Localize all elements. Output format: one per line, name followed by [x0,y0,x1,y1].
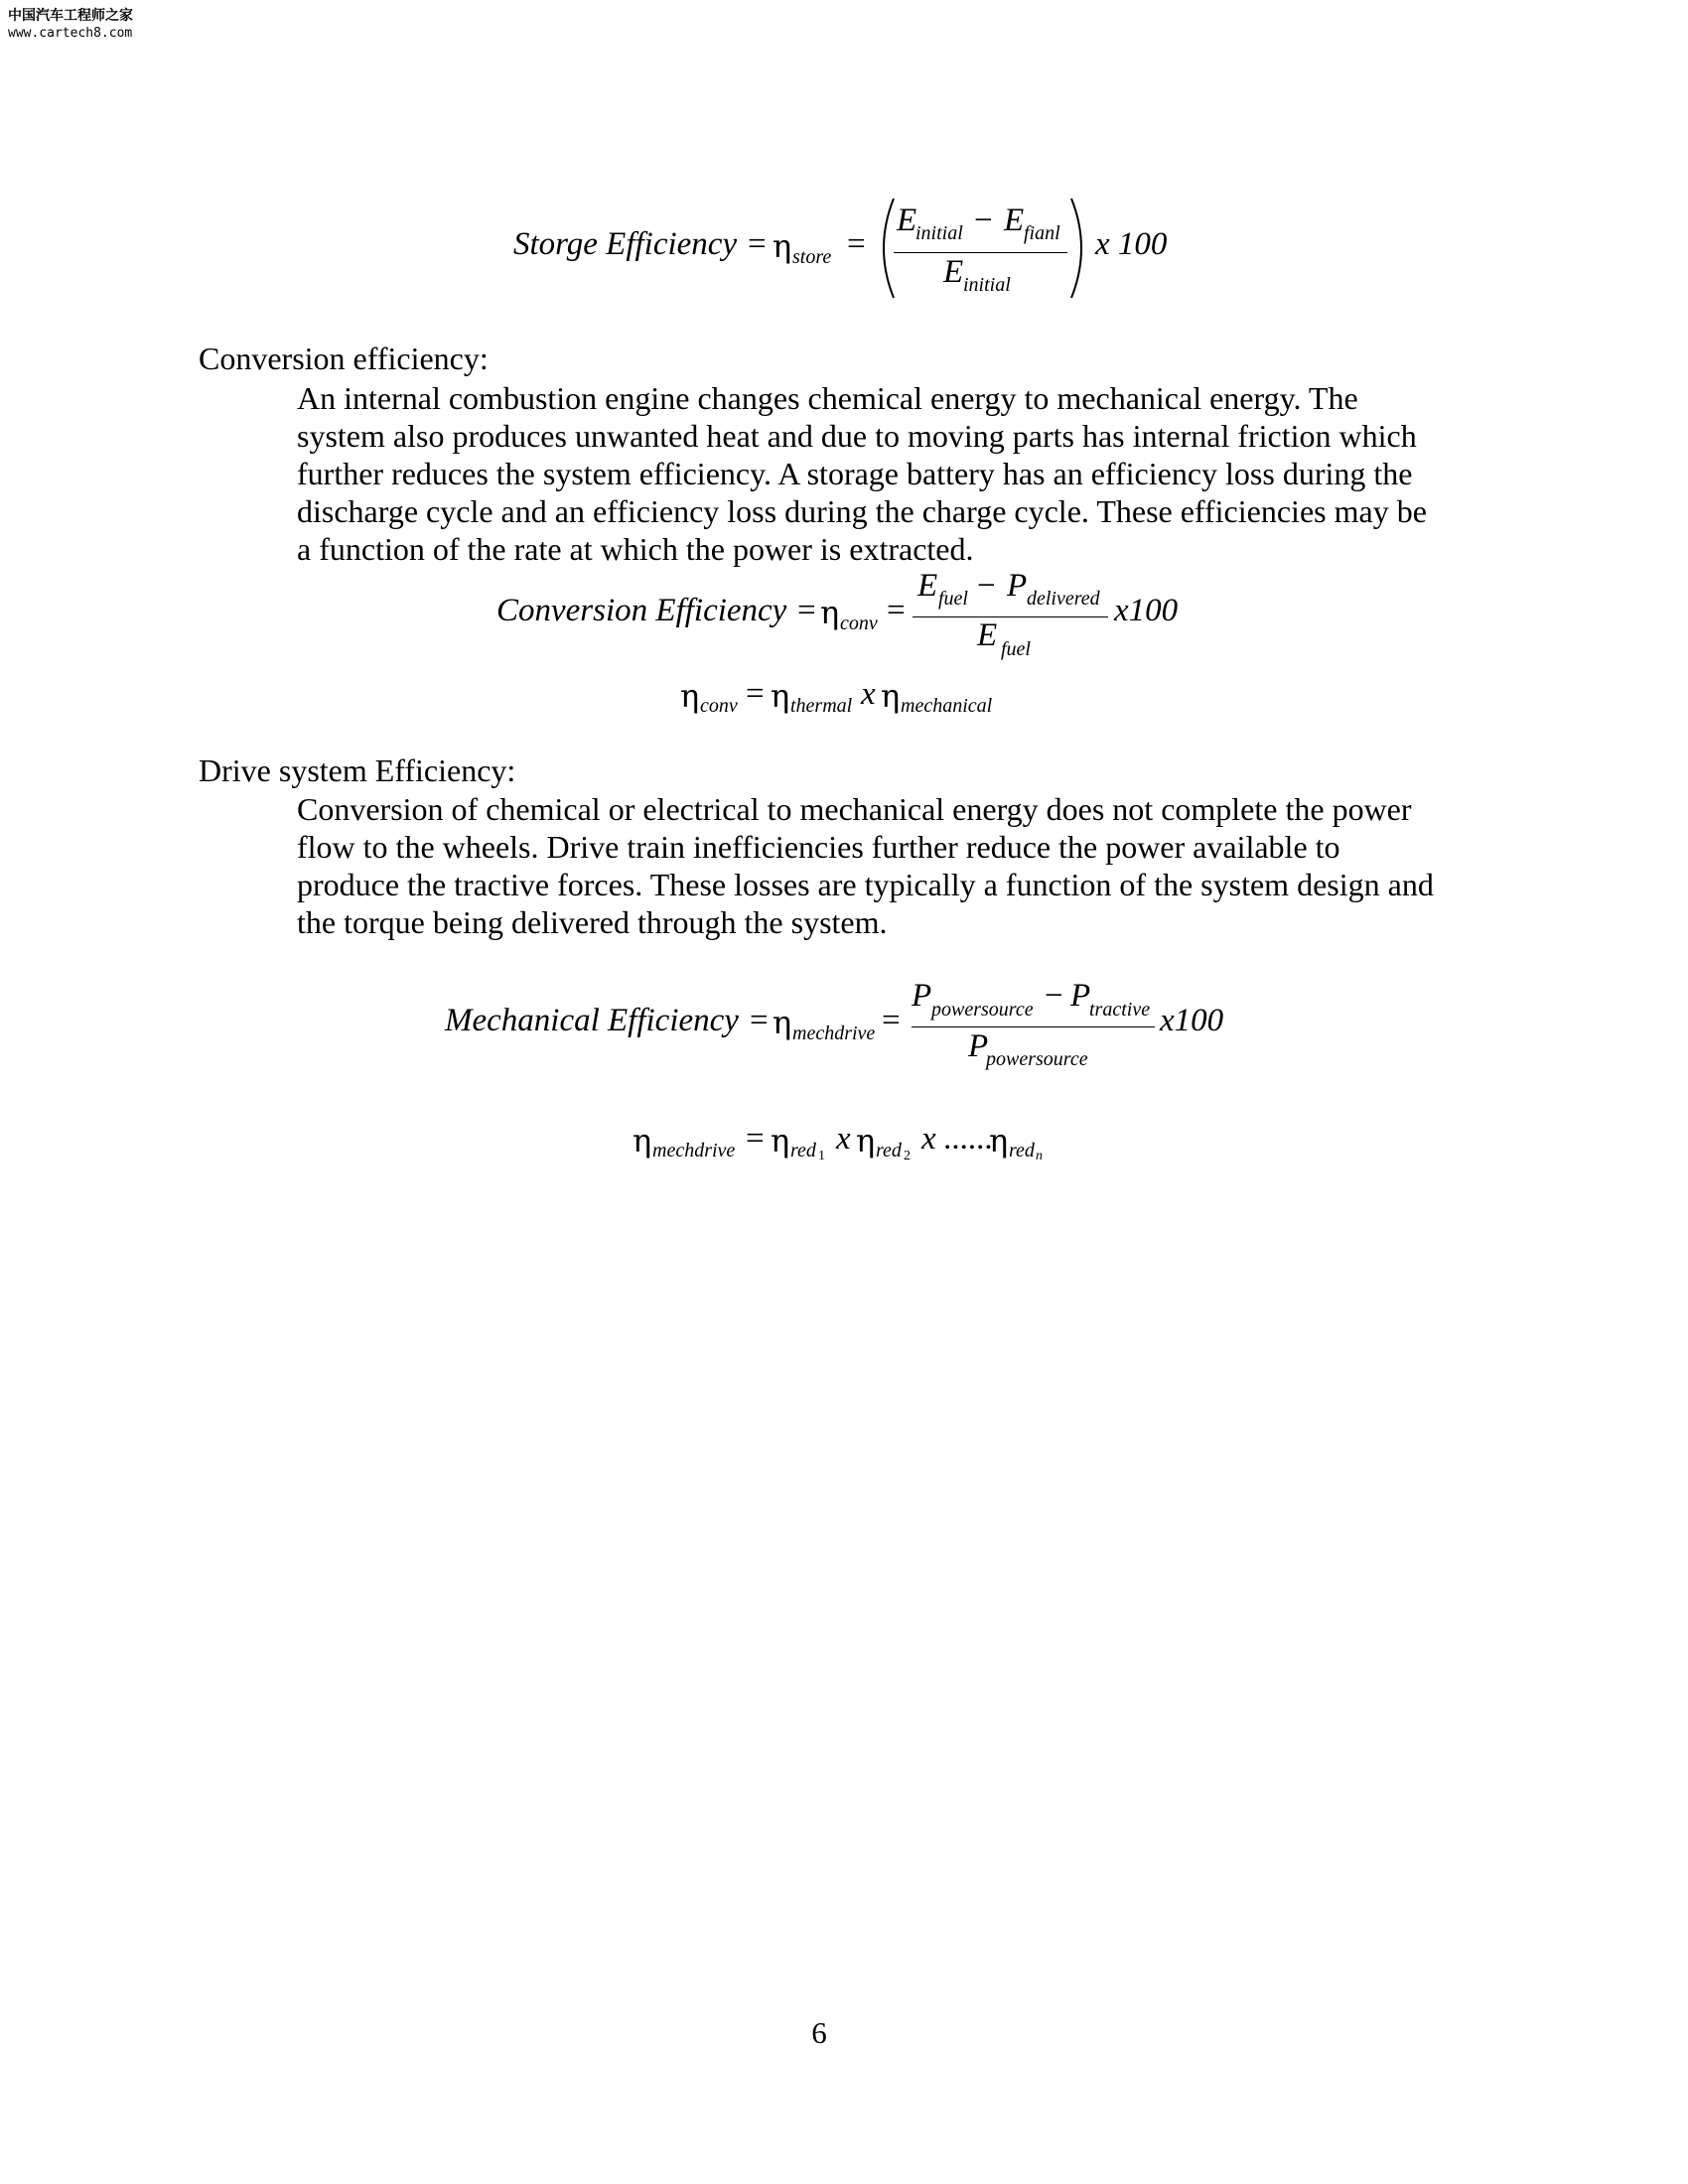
mechanical-num-b: P [1070,978,1091,1014]
conv-product-sub-2: thermal [790,695,853,717]
watermark [8,8,133,42]
storage-den-sub: initial [963,274,1011,296]
mechanical-eq-eta: η [773,1004,792,1041]
drive-heading: Drive system Efficiency: [199,752,516,788]
conversion-eq-eta-sub: conv [840,613,878,634]
storage-den: E [943,254,964,290]
storage-num-b: E [1004,203,1025,238]
conv-product-eta-2: η [771,677,790,715]
conversion-eq-eta: η [820,594,840,631]
conversion-heading: Conversion efficiency: [199,341,489,376]
mechanical-den: P [968,1028,989,1064]
conv-product-x: x [861,676,876,712]
mechanical-eq-label: Mechanical Efficiency [445,1003,739,1038]
conv-product-equals: = [746,676,765,712]
mech-product-eta-2: η [771,1122,790,1160]
storage-eq-eta-sub: store [792,246,832,268]
mech-product-x-2: x ...... [921,1121,994,1157]
mechanical-eq-times: x100 [1160,1003,1224,1038]
mechanical-eq-equals: = [750,1003,769,1038]
mechanical-num-minus: − [1045,978,1063,1014]
mech-product-sub-1: mechdrive [652,1140,736,1161]
mech-product-sub-3: red [876,1140,902,1161]
mechanical-num-a-sub: powersource [931,999,1034,1021]
storage-num-a: E [897,203,917,238]
mech-product-sub-2: red [790,1140,816,1161]
mechanical-den-sub: powersource [986,1048,1088,1070]
mechanical-num-a: P [912,978,932,1014]
conversion-eq-equals: = [797,593,816,628]
conversion-eq-times: x100 [1114,593,1179,628]
mechanical-num-b-sub: tractive [1089,999,1151,1021]
conv-product-sub-3: mechanical [901,695,993,717]
conversion-num-b: P [1007,568,1028,604]
storage-eq-equals: = [748,226,767,262]
conversion-num-a: E [917,568,938,604]
conv-product-sub-1: conv [700,695,738,717]
conv-product-eta-3: η [881,677,901,715]
mech-product-eta-1: η [633,1122,652,1160]
storage-num-minus: − [974,203,993,238]
mech-product-idx-2: 1 [818,1149,825,1163]
mech-product-eta-3: η [856,1122,876,1160]
storage-eq-equals-2: = [847,226,866,262]
conversion-num-b-sub: delivered [1027,588,1100,610]
storage-num-b-sub: fianl [1024,222,1060,244]
storage-times-text: x 100 [1095,226,1168,262]
watermark-url: www.cartech8.com [8,25,133,41]
right-paren-icon [1067,197,1093,300]
conversion-num-minus: − [977,568,996,604]
mech-product-sub-4: red [1009,1140,1035,1161]
mechanical-fraction-bar [912,1026,1155,1027]
mech-product-x-1: x [836,1121,851,1157]
drive-line-1: Conversion of chemical or electrical to mechanical energy does not complete the power [297,791,1412,827]
watermark-title: 中国汽车工程师之家 [8,8,133,24]
mech-product-idx-3: 2 [904,1149,911,1163]
mechanical-eq-eta-sub: mechdrive [792,1023,876,1044]
conversion-line-5: a function of the rate at which the power is extracted. [297,531,974,567]
conversion-line-1: An internal combustion engine changes chemical energy to mechanical energy. The [297,380,1358,416]
drive-line-3: produce the tractive forces. These losses are typically a function of the system design and [297,867,1434,902]
storage-eq-eta: η [773,227,792,265]
storage-eq-times [1095,226,1167,263]
mech-product-idx-4: n [1036,1149,1043,1163]
conversion-den-sub: fuel [1001,638,1031,660]
conversion-paragraph [297,379,1518,568]
drive-paragraph [297,790,1518,941]
conversion-eq-label: Conversion Efficiency [496,593,787,628]
page-number: 6 [811,2015,827,2050]
conversion-fraction-bar [913,616,1108,617]
conversion-line-3: further reduces the system efficiency. A storage battery has an efficiency loss during the [297,456,1413,491]
conversion-eq-equals-2: = [887,593,906,628]
mech-product-equals: = [746,1121,765,1157]
drive-line-2: flow to the wheels. Drive train inefficiencies further reduce the power available to [297,829,1340,865]
left-paren-icon [872,197,898,300]
storage-fraction-bar [894,252,1067,253]
conversion-num-a-sub: fuel [938,588,968,610]
mechanical-eq-equals-2: = [882,1003,901,1038]
drive-line-4: the torque being delivered through the system. [297,904,888,940]
conversion-line-2: system also produces unwanted heat and due to moving parts has internal friction which [297,418,1417,454]
storage-eq-label: Storge Efficiency [513,226,738,262]
conv-product-eta-1: η [680,677,700,715]
mech-product-eta-4: η [989,1122,1009,1160]
storage-num-a-sub: initial [915,222,963,244]
conversion-line-4: discharge cycle and an efficiency loss during the charge cycle. These efficiencies may be [297,493,1427,529]
conversion-den: E [977,617,998,653]
